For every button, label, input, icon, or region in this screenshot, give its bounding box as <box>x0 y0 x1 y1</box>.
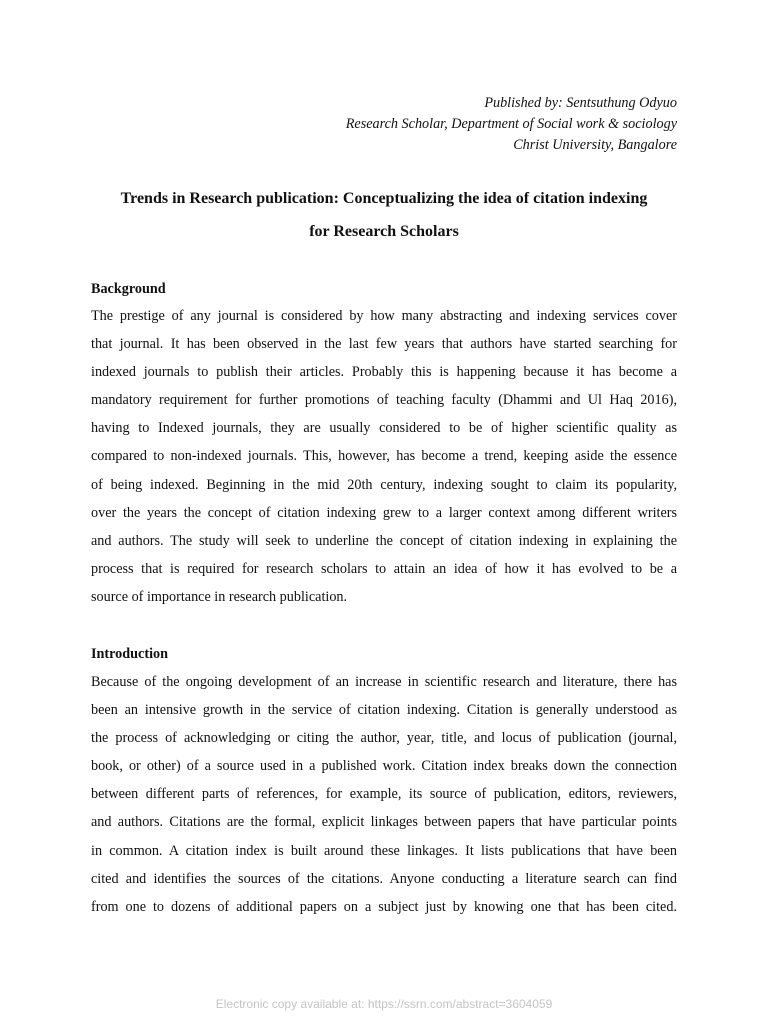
title-line-1: Trends in Research publication: Conceptualizing the idea of citation indexing <box>120 190 648 207</box>
paragraph-line: over the years the concept of citation indexing grew to a larger context among different writers <box>91 504 677 521</box>
author-institution: Christ University, Bangalore <box>513 137 677 153</box>
background-paragraph <box>91 302 677 611</box>
introduction-paragraph <box>91 668 677 921</box>
introduction-heading: Introduction <box>91 646 168 662</box>
paragraph-line: in common. A citation index is built around these linkages. It lists publications that have been <box>91 842 677 859</box>
paragraph-line: been an intensive growth in the service of citation indexing. Citation is generally understood as <box>91 702 677 719</box>
paragraph-line: The prestige of any journal is considered by how many abstracting and indexing services cover <box>91 308 677 324</box>
paper-title <box>80 182 688 248</box>
paragraph-line: and authors. The study will seek to underline the concept of citation indexing in explaining the <box>91 532 677 549</box>
paragraph-line: cited and identifies the sources of the citations. Anyone conducting a literature search can find <box>91 870 677 887</box>
paragraph-line: and authors. Citations are the formal, explicit linkages between papers that have particular points <box>91 814 677 831</box>
ssrn-footer-watermark: Electronic copy available at: https://ssrn.com/abstract=3604059 <box>215 997 553 1011</box>
paragraph-line: of being indexed. Beginning in the mid 20th century, indexing sought to claim its popularity, <box>91 476 677 493</box>
background-heading: Background <box>91 281 166 297</box>
paragraph-line: having to Indexed journals, they are usually considered to be of higher scientific quality as <box>91 420 677 437</box>
paragraph-line: compared to non-indexed journals. This, however, has become a trend, keeping aside the essence <box>91 448 677 465</box>
paragraph-line: book, or other) of a source used in a published work. Citation index breaks down the connection <box>91 758 677 775</box>
published-by: Published by: Sentsuthung Odyuo <box>484 95 677 111</box>
author-block <box>346 93 677 156</box>
paragraph-line: mandatory requirement for further promotions of teaching faculty (Dhammi and Ul Haq 2016), <box>91 392 677 409</box>
paragraph-line: that journal. It has been observed in the last few years that authors have started searching for <box>91 336 677 353</box>
paragraph-line: Because of the ongoing development of an increase in scientific research and literature, there has <box>91 674 677 690</box>
title-line-2: for Research Scholars <box>309 223 459 240</box>
author-affiliation: Research Scholar, Department of Social work & sociology <box>345 116 677 132</box>
paragraph-line: between different parts of references, for example, its source of publication, editors, reviewers, <box>91 786 677 803</box>
paragraph-line: indexed journals to publish their articles. Probably this is happening because it has become a <box>91 364 677 381</box>
paragraph-line: from one to dozens of additional papers on a subject just by knowing one that has been cited. <box>91 898 677 915</box>
paragraph-line: source of importance in research publication. <box>91 588 348 605</box>
paragraph-line: process that is required for research scholars to attain an idea of how it has evolved to be a <box>91 560 677 577</box>
paragraph-line: the process of acknowledging or citing the author, year, title, and locus of publication (journal, <box>91 730 677 747</box>
